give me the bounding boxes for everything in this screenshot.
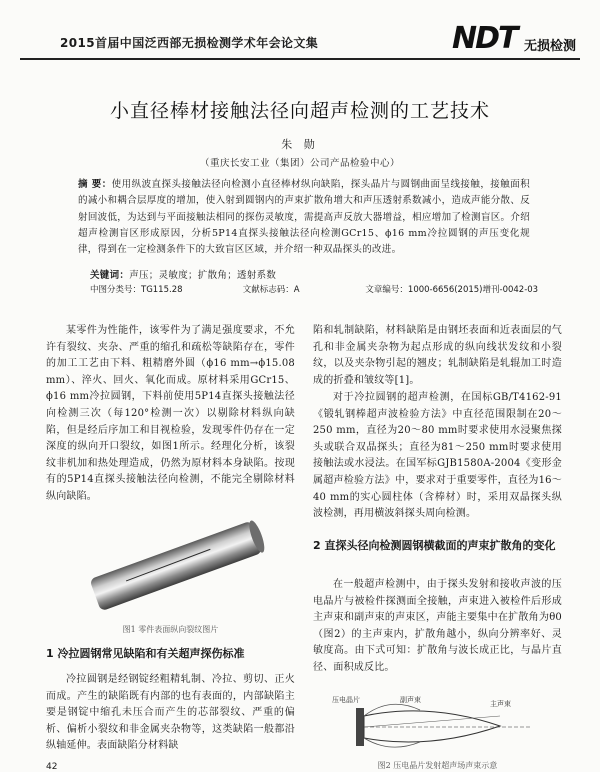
article-number: 文章编号：1000-6656(2015)增刊-0042-03 [365,285,539,295]
section-2-heading: 2 直探头径向检测圆钢横截面的声束扩散角的变化 [313,539,556,552]
figure-1-caption: 图1 零件表面纵向裂纹图片 [122,625,219,634]
author: 朱 勋 [281,138,319,151]
piezo-crystal-shape [356,708,364,746]
running-header [20,21,580,56]
figure-2-caption: 图2 压电晶片发射超声场声束示意 [377,761,498,770]
keywords [90,267,530,281]
paper-title: 小直径棒材接触法径向超声检测的工艺技术 [109,100,490,122]
label-crystal: 压电晶片 [332,696,360,704]
right-paragraph-2 [313,390,562,523]
right-paragraph-3 [313,577,562,677]
figure-1-photo [84,519,268,613]
classification-row [90,283,550,295]
ndt-logo-subtitle: 无损检测 [522,35,578,54]
ndt-logo [452,21,580,56]
keywords-label: 关键词： [90,270,130,281]
defects-paragraph: 陷和轧制缺陷，材料缺陷是由钢坯表面和近表面层的气孔和非金属夹杂物为起点形成的纵向线状发纹和小裂纹，以及夹杂物引起的翘皮；轧制缺陷是轧辊加工时造成的折叠和皱纹等[1]。 [313,325,562,386]
keywords-text: 声压；灵敏度；扩散角；透射系数 [129,270,277,281]
ndt-logo-text: NDT [452,21,517,56]
affiliation: （重庆长安工业（集团）公司产品检验中心） [199,158,400,169]
left-paragraph-2 [46,672,295,755]
section-1-paragraph: 冷拉圆钢是经钢锭经粗精轧制、冷拉、剪切、正火而成。产生的缺陷既有内部的也有表面的，内部缺陷主要是钢锭中缩孔未压合而产生的芯部裂纹、严重的偏析、偏析小裂纹和非金属夹杂物等，这类缺陷一般都沿纵轴延伸。表面缺陷分材料缺 [46,674,295,752]
page-number: 42 [46,762,58,772]
document-code: 文献标志码：A [242,285,300,295]
left-paragraph-1 [46,323,295,506]
conference-title: 2015首届中国泛西部无损检测学术年会论文集 [60,36,319,50]
figure-2-diagram [330,692,552,758]
abstract-text: 使用纵波直探头接触法径向检测小直径棒材纵向缺陷，探头晶片与圆钢曲面呈线接触，接触面积的减小和耦合层厚度的增加，使入射到圆钢内的声束扩散角增大和声压透射系数减小，造成声能分散、反射回波低，为达到与平面接触法相同的探伤灵敏度，需提高声反放大器增益，相应增加了检测盲区。介绍超声检测盲区形成原因，分析5P14直探头接触法径向检测GCr15、ϕ16 mm冷拉圆钢的声压变化规律，得到在一定检测条件下的大致盲区区域，并介绍一种双晶探头的改进。 [78,179,530,256]
label-side-lobe: 副声束 [400,696,421,704]
abstract [78,177,530,258]
intro-paragraph: 某零件为性能件，该零件为了满足强度要求，不允许有裂纹、夹杂、严重的缩孔和疏松等缺陷存在，零件的加工工艺由下料、粗精磨外圆（ϕ16 mm→ϕ15.08 mm）、淬火、回火、氧化而成。原材料采用GCr15、ϕ16 mm冷拉圆钢，下料前使用5P14直探头接触法径向检测三次（每120°检测一次）以剔除材料纵向缺陷，但是经后序加工和目视检验，发现零件仍存在一定深度的纵向开口裂纹，如图1所示。经理化分析，该裂纹非机加和热处理造成，仍然为原材料本身缺陷。按现有的5P14直探头接触法径向检测，不能完全剔除材料纵向缺陷。 [46,325,295,502]
abstract-label: 摘 要： [78,179,112,190]
right-paragraph-1 [313,323,562,389]
section-1-heading: 1 冷拉圆钢常见缺陷和有关超声探伤标准 [46,647,245,660]
clc-number: 中图分类号：TG115.28 [90,285,183,295]
section-2-paragraph: 在一般超声检测中，由于探头发射和接收声波的压电晶片与被检件探测面全接触，声束进入被检件后形成主声束和副声束的声束区，声能主要集中在扩散角为θ0（图2）的主声束内，扩散角越小，纵向分辨率好、灵敏度高。由下式可知：扩散角与波长成正比，与晶片直径、面积成反比。 [313,579,562,673]
main-beam-outline [364,711,500,742]
label-main-beam: 主声束 [490,700,511,708]
standards-paragraph: 对于冷拉圆钢的超声检测，在国标GB/T4162-91《锻轧钢棒超声波检验方法》中直径范围限制在20～250 mm，直径为20～80 mm时要求使用水浸聚焦探头或联合双晶探头；直径为81～250 mm时要求使用接触法或水浸法。在国军标GJB1580A-2004《变形金属超声检验方法》中，要求对于重要零件，直径为16～40 mm的实心圆柱体（含棒材）时，采用双晶探头纵波检测，再用横波斜探头周向检测。 [313,392,562,520]
steel-rod-shape [89,521,262,612]
divergence-line [364,716,500,727]
header-rule [20,58,580,60]
